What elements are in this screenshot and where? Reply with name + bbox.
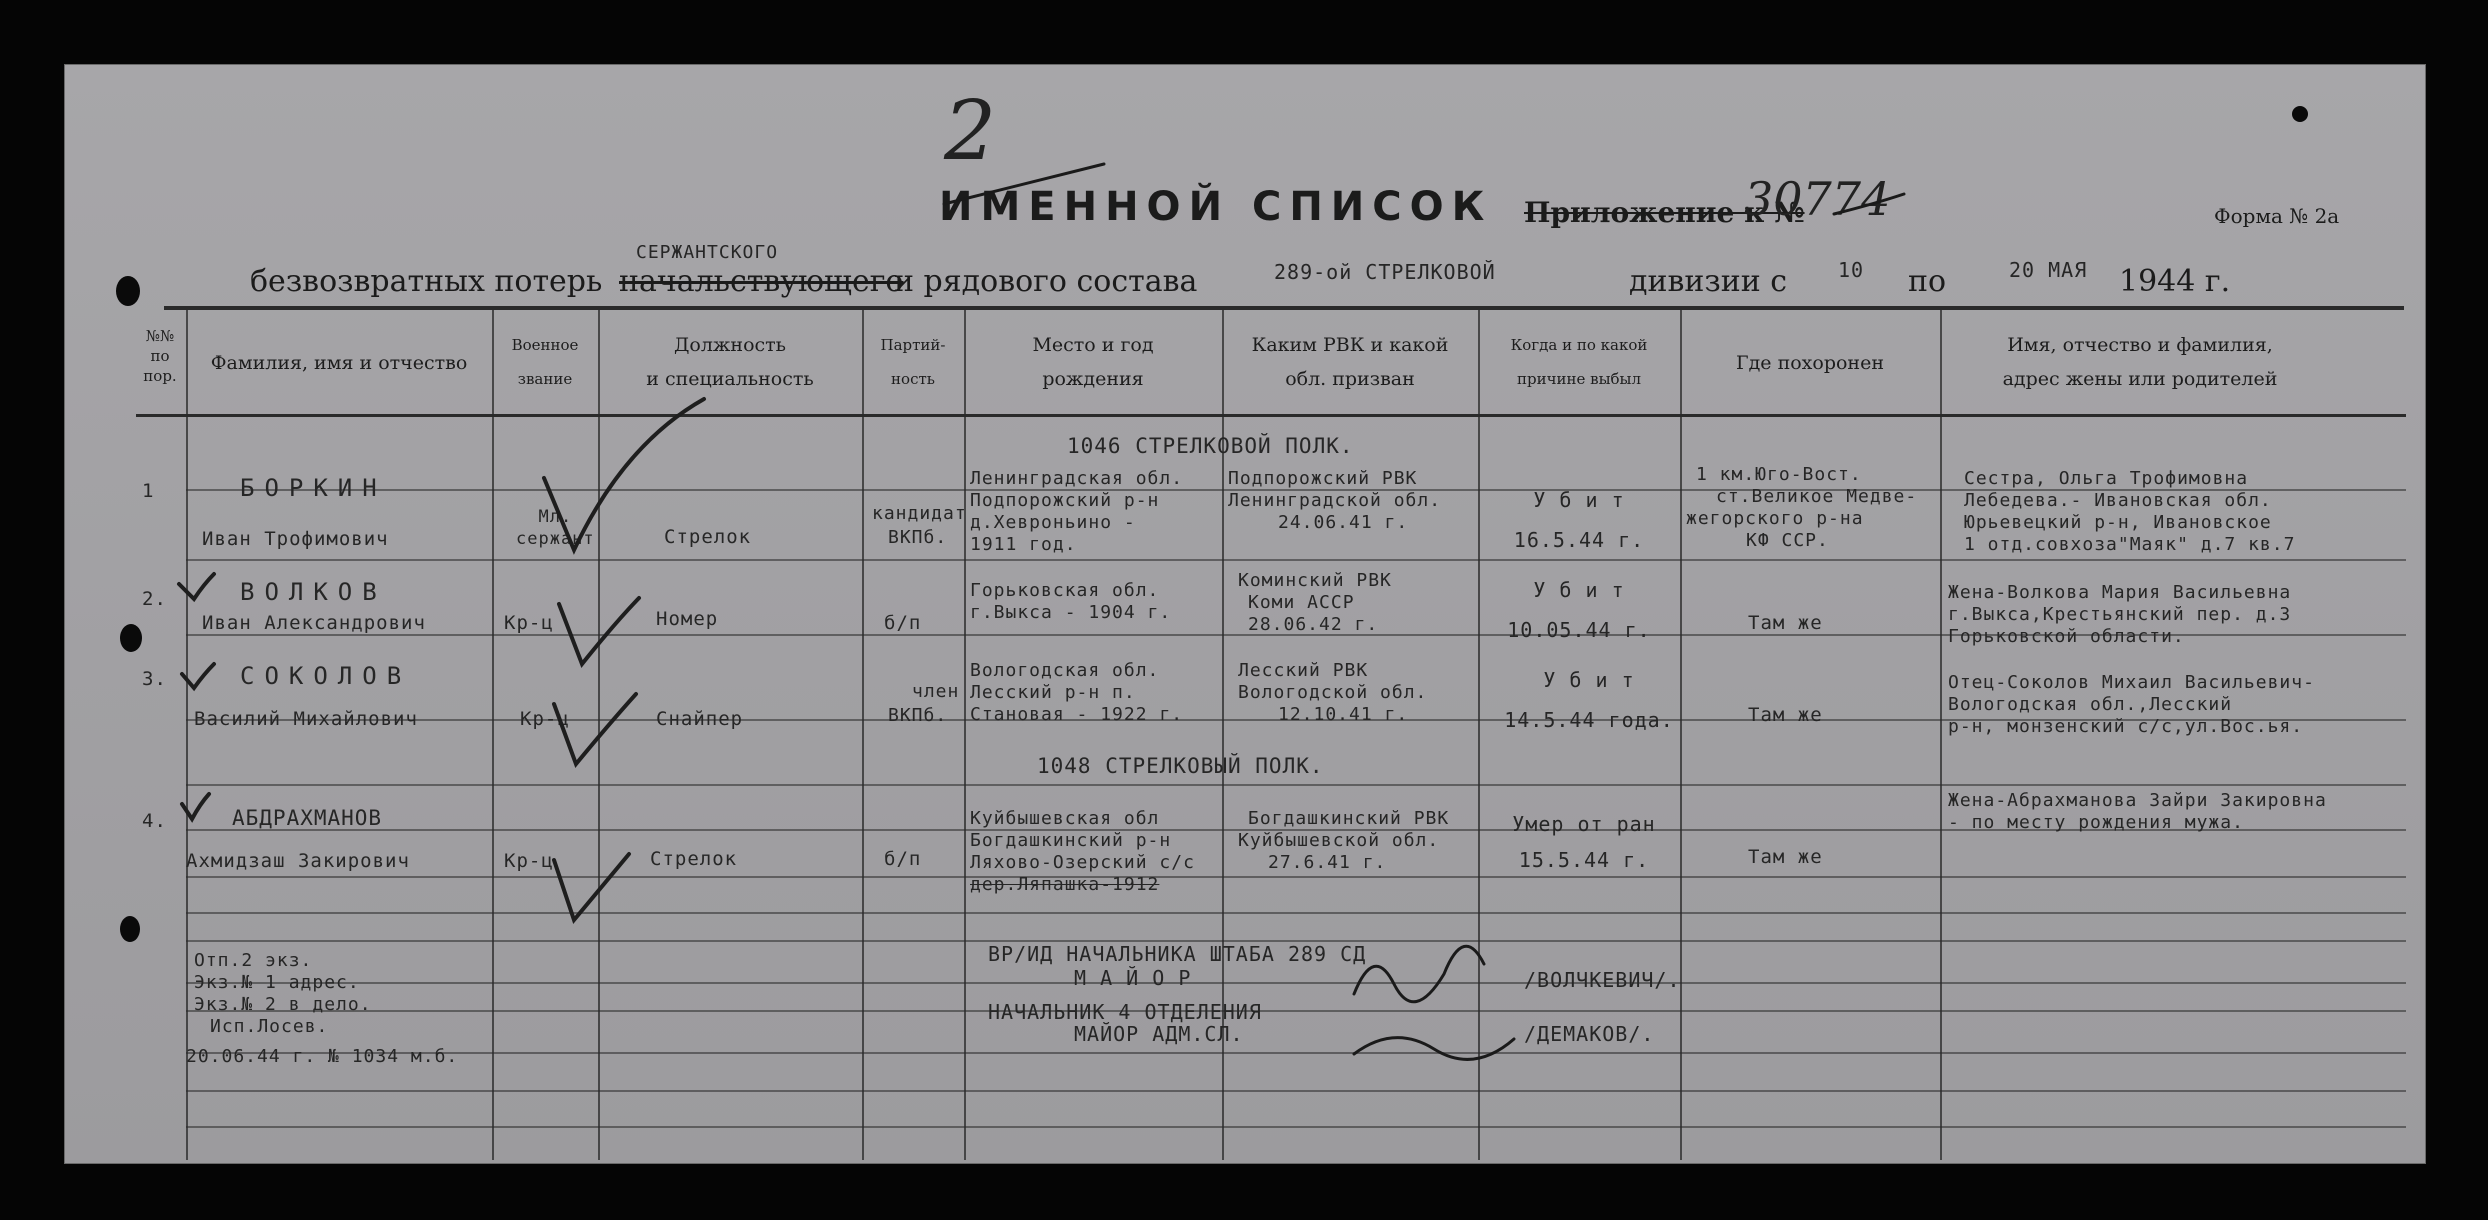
record-number: 3.	[142, 668, 167, 690]
record-birth-line: д.Хевроньино -	[970, 512, 1136, 533]
signature-chief-rank: М А Й О Р	[1074, 966, 1192, 990]
record-surname: СОКОЛОВ	[240, 662, 412, 690]
column-line	[186, 310, 188, 1160]
record-party-line: ВКПб.	[888, 705, 948, 726]
record-birth-line: Ляхово-Озерский с/с	[970, 852, 1195, 873]
record-rank: Кр-ц	[504, 850, 554, 872]
punch-hole	[120, 916, 140, 942]
punch-hole	[120, 624, 142, 652]
record-birth-line: г.Выкса - 1904 г.	[970, 602, 1172, 623]
footer-line: Экз.№ 1 адрес.	[194, 972, 360, 993]
signature-scribble	[1354, 946, 1484, 1002]
record-burial-line: жегорского р-на	[1686, 508, 1864, 529]
col-header-rank-l2: звание	[517, 370, 573, 388]
record-draft-line: 28.06.42 г.	[1248, 614, 1379, 635]
row-line	[186, 1010, 2406, 1012]
record-draft	[1228, 570, 1392, 636]
record-birth	[970, 808, 1195, 896]
record-draft-line: 12.10.41 г.	[1278, 704, 1409, 725]
record-surname: ВОЛКОВ	[240, 578, 387, 606]
record-birth-line: Вологодская обл.	[970, 660, 1160, 681]
record-draft	[1228, 660, 1427, 726]
record-draft-line: Лесский РВК	[1238, 660, 1369, 681]
row-line	[186, 559, 2406, 561]
column-line	[1940, 310, 1942, 1160]
division-name: 289-ой СТРЕЛКОВОЙ	[1274, 260, 1496, 284]
record-relatives-line: г.Выкса,Крестьянский пер. д.3	[1948, 604, 2292, 625]
record-birth	[970, 468, 1183, 556]
record-relatives-line: Юрьевецкий р-н, Ивановское	[1964, 512, 2272, 533]
col-header-number-l1: №№	[145, 327, 175, 345]
record-position: Стрелок	[650, 848, 738, 870]
record-position: Снайпер	[656, 708, 744, 730]
record-reason-line: 16.5.44 г.	[1513, 528, 1645, 552]
record-relatives-line: Сестра, Ольга Трофимовна	[1964, 468, 2249, 489]
row-line	[186, 1126, 2406, 1128]
year-value: 1944	[2119, 264, 2196, 299]
col-header-party	[862, 328, 964, 396]
col-header-number	[134, 326, 186, 386]
document-title: ИМЕННОЙ СПИСОК	[939, 184, 1493, 230]
record-draft-line: Коми АССР	[1248, 592, 1355, 613]
record-name: Иван Александрович	[202, 612, 426, 634]
form-label: Форма № 2а	[2214, 204, 2340, 228]
record-birth-line: 1911 год.	[970, 534, 1077, 555]
record-birth-line: Становая - 1922 г.	[970, 704, 1184, 725]
record-reason-line: 10.05.44 г.	[1507, 618, 1651, 642]
row-line	[186, 982, 2406, 984]
record-relatives-line: р-н, монзенский с/с,ул.Вос.ья.	[1948, 716, 2304, 737]
footer-line: Отп.2 экз.	[194, 950, 313, 971]
record-reason-line: 14.5.44 года.	[1504, 708, 1674, 732]
col-header-party-l2: ность	[891, 370, 935, 388]
date-from: 10	[1838, 258, 1865, 282]
year-suffix: г.	[2204, 264, 2231, 299]
record-burial-line: ст.Великое Медве-	[1716, 486, 1918, 507]
col-header-burial-l1: Где похоронен	[1736, 352, 1884, 374]
record-reason-line: У б и т	[1533, 488, 1625, 512]
document-sheet	[64, 64, 2426, 1164]
record-relatives	[1948, 672, 2338, 738]
record-party	[872, 680, 959, 728]
record-birth-line: Куйбышевская обл	[970, 808, 1160, 829]
record-birth-line: Ленинградская обл.	[970, 468, 1184, 489]
header-prefix: безвозвратных потерь	[250, 264, 603, 299]
record-draft	[1228, 468, 1441, 534]
col-header-position-l2: и специальность	[646, 368, 814, 390]
col-header-reason	[1478, 328, 1680, 396]
appendix-label: Приложение к №	[1524, 196, 1805, 229]
record-relatives-line: Горьковской области.	[1948, 626, 2185, 647]
record-relatives-line: 1 отд.совхоза"Маяк" д.7 кв.7	[1964, 534, 2296, 555]
record-reason-line: У б и т	[1533, 578, 1625, 602]
record-rank-line: сержант	[516, 529, 595, 549]
record-relatives-line: Лебедева.- Ивановская обл.	[1964, 490, 2272, 511]
column-line	[598, 310, 600, 1160]
record-position: Номер	[656, 608, 719, 630]
record-party-line: кандидат	[872, 503, 967, 524]
col-header-birth-l1: Место и год	[1032, 334, 1154, 356]
column-line	[862, 310, 864, 1160]
punch-hole	[2292, 106, 2308, 122]
record-rank: Кр-ц	[520, 708, 570, 730]
tick-mark	[179, 574, 214, 599]
column-line	[1680, 310, 1682, 1160]
record-relatives	[1948, 582, 2291, 648]
col-header-name	[186, 346, 492, 380]
col-header-reason-l2: причине выбыл	[1516, 370, 1642, 388]
row-line	[186, 876, 2406, 878]
column-line	[1478, 310, 1480, 1160]
footer-line: Исп.Лосев.	[210, 1016, 329, 1037]
row-line	[186, 1090, 2406, 1092]
record-number: 2.	[142, 588, 167, 610]
record-rank: Кр-ц	[504, 612, 554, 634]
record-position: Стрелок	[664, 526, 752, 548]
category-struck: начальствующего	[619, 264, 904, 299]
record-birth-line: Горьковская обл.	[970, 580, 1160, 601]
record-reason	[1504, 480, 1654, 560]
row-line	[186, 912, 2406, 914]
record-birth	[970, 580, 1171, 624]
regiment-heading-1: 1046 СТРЕЛКОВОЙ ПОЛК.	[1067, 434, 1354, 458]
record-relatives-line: Жена-Волкова Мария Васильевна	[1948, 582, 2292, 603]
signature-dept-name: /ДЕМАКОВ/.	[1524, 1022, 1655, 1046]
record-birth-line: Богдашкинский р-н	[970, 830, 1172, 851]
col-header-position	[598, 328, 862, 396]
column-line	[492, 310, 494, 1160]
record-draft-line: Куйбышевской обл.	[1238, 830, 1440, 851]
col-header-relatives-l1: Имя, отчество и фамилия,	[2007, 334, 2273, 356]
footer-line: 20.06.44 г. № 1034 м.б.	[186, 1046, 459, 1067]
col-header-party-l1: Партий-	[880, 336, 946, 354]
col-header-relatives-l2: адрес жены или родителей	[2002, 368, 2278, 390]
row-line	[186, 784, 2406, 786]
record-draft-line: Богдашкинский РВК	[1248, 808, 1450, 829]
col-header-draft	[1222, 328, 1478, 396]
record-draft-line: Коминский РВК	[1238, 570, 1392, 591]
record-draft-line: 27.6.41 г.	[1268, 852, 1387, 873]
row-line	[186, 1052, 2406, 1054]
column-line	[964, 310, 966, 1160]
col-header-position-l1: Должность	[673, 334, 787, 356]
record-burial: Там же	[1748, 846, 1823, 868]
col-header-number-l3: пор.	[143, 367, 177, 385]
record-reason	[1504, 660, 1674, 740]
record-name: Василий Михайлович	[194, 708, 418, 730]
col-header-rank-l1: Военное	[511, 336, 579, 354]
record-party: б/п	[884, 848, 922, 870]
record-party-line: ВКПб.	[888, 527, 948, 548]
handwritten-sheet-number: 2	[944, 84, 997, 179]
header-bottom-rule	[136, 414, 2406, 417]
record-name: Ахмидзаш Закирович	[186, 850, 410, 872]
record-burial: Там же	[1748, 612, 1823, 634]
record-relatives-line: Отец-Соколов Михаил Васильевич- Вологодская обл.,Лесский	[1948, 672, 2315, 715]
record-draft	[1228, 808, 1449, 874]
punch-hole	[116, 276, 140, 306]
signature-chief-title: ВР/ИД НАЧАЛЬНИКА ШТАБА 289 СД	[988, 942, 1367, 966]
year	[2119, 264, 2230, 299]
col-header-name-l1: Фамилия, имя и отчество	[210, 352, 468, 374]
record-reason-line: Умер от ран	[1512, 812, 1656, 836]
record-reason-line: 15.5.44 г.	[1518, 848, 1650, 872]
record-burial: Там же	[1748, 704, 1823, 726]
record-draft-line: 24.06.41 г.	[1278, 512, 1409, 533]
record-relatives	[1948, 790, 2348, 834]
regiment-heading-2: 1048 СТРЕЛКОВЫЙ ПОЛК.	[1037, 754, 1324, 778]
col-header-rank	[492, 328, 598, 396]
footer-distribution	[186, 950, 459, 1068]
table-top-rule	[164, 306, 2404, 310]
col-header-burial	[1680, 346, 1940, 380]
record-birth-line: дер.Ляпашка-1912	[970, 874, 1160, 895]
col-header-number-l2: по	[150, 347, 170, 365]
col-header-relatives	[1940, 328, 2340, 396]
record-surname: АБДРАХМАНОВ	[232, 806, 383, 830]
header-middle: и рядового состава	[894, 264, 1198, 299]
col-header-birth-l2: рождения	[1042, 368, 1144, 390]
record-number: 4.	[142, 810, 167, 832]
record-reason	[1494, 806, 1674, 878]
record-name: Иван Трофимович	[202, 528, 389, 550]
record-relatives-line: Жена-Абрахманова Зайри Закировна - по месту рождения мужа.	[1948, 790, 2327, 833]
record-birth-line: Подпорожский р-н	[970, 490, 1160, 511]
record-birth	[970, 660, 1183, 726]
record-burial	[1686, 464, 1917, 552]
col-header-reason-l1: Когда и по какой	[1510, 336, 1648, 354]
col-header-draft-l2: обл. призван	[1285, 368, 1415, 390]
record-surname: БОРКИН	[240, 474, 387, 502]
record-draft-line: Вологодской обл.	[1238, 682, 1428, 703]
record-burial-line: КФ ССР.	[1746, 530, 1829, 551]
record-party: б/п	[884, 612, 922, 634]
record-relatives	[1948, 468, 2295, 556]
col-header-birth	[964, 328, 1222, 396]
appendix-number: 30774	[1744, 172, 1891, 226]
record-draft-line: Ленинградской обл.	[1228, 490, 1442, 511]
footer-line: Экз.№ 2 в дело.	[194, 994, 372, 1015]
signature-chief-name: /ВОЛЧКЕВИЧ/.	[1524, 968, 1681, 992]
record-party-line: член	[912, 681, 960, 702]
signature-dept-title: НАЧАЛЬНИК 4 ОТДЕЛЕНИЯ	[988, 1000, 1262, 1024]
category-typed: СЕРЖАНТСКОГО	[636, 242, 779, 263]
record-party	[872, 502, 967, 550]
record-reason	[1504, 570, 1654, 650]
signature-dept-rank: МАЙОР АДМ.СЛ.	[1074, 1022, 1244, 1046]
date-to: 20 МАЯ	[2009, 258, 2088, 282]
tick-mark	[554, 854, 629, 920]
record-reason-line: У б и т	[1543, 668, 1635, 692]
record-number: 1	[142, 480, 155, 502]
signature-scribble	[1354, 1038, 1514, 1060]
record-burial-line: 1 км.Юго-Вост.	[1696, 464, 1862, 485]
po-label: по	[1908, 264, 1947, 299]
record-rank-line: Мл.	[538, 507, 573, 527]
col-header-draft-l1: Каким РВК и какой	[1251, 334, 1449, 356]
record-birth-line: Лесский р-н п.	[970, 682, 1136, 703]
record-rank	[516, 506, 595, 550]
record-draft-line: Подпорожский РВК	[1228, 468, 1418, 489]
division-label: дивизии с	[1629, 264, 1788, 299]
